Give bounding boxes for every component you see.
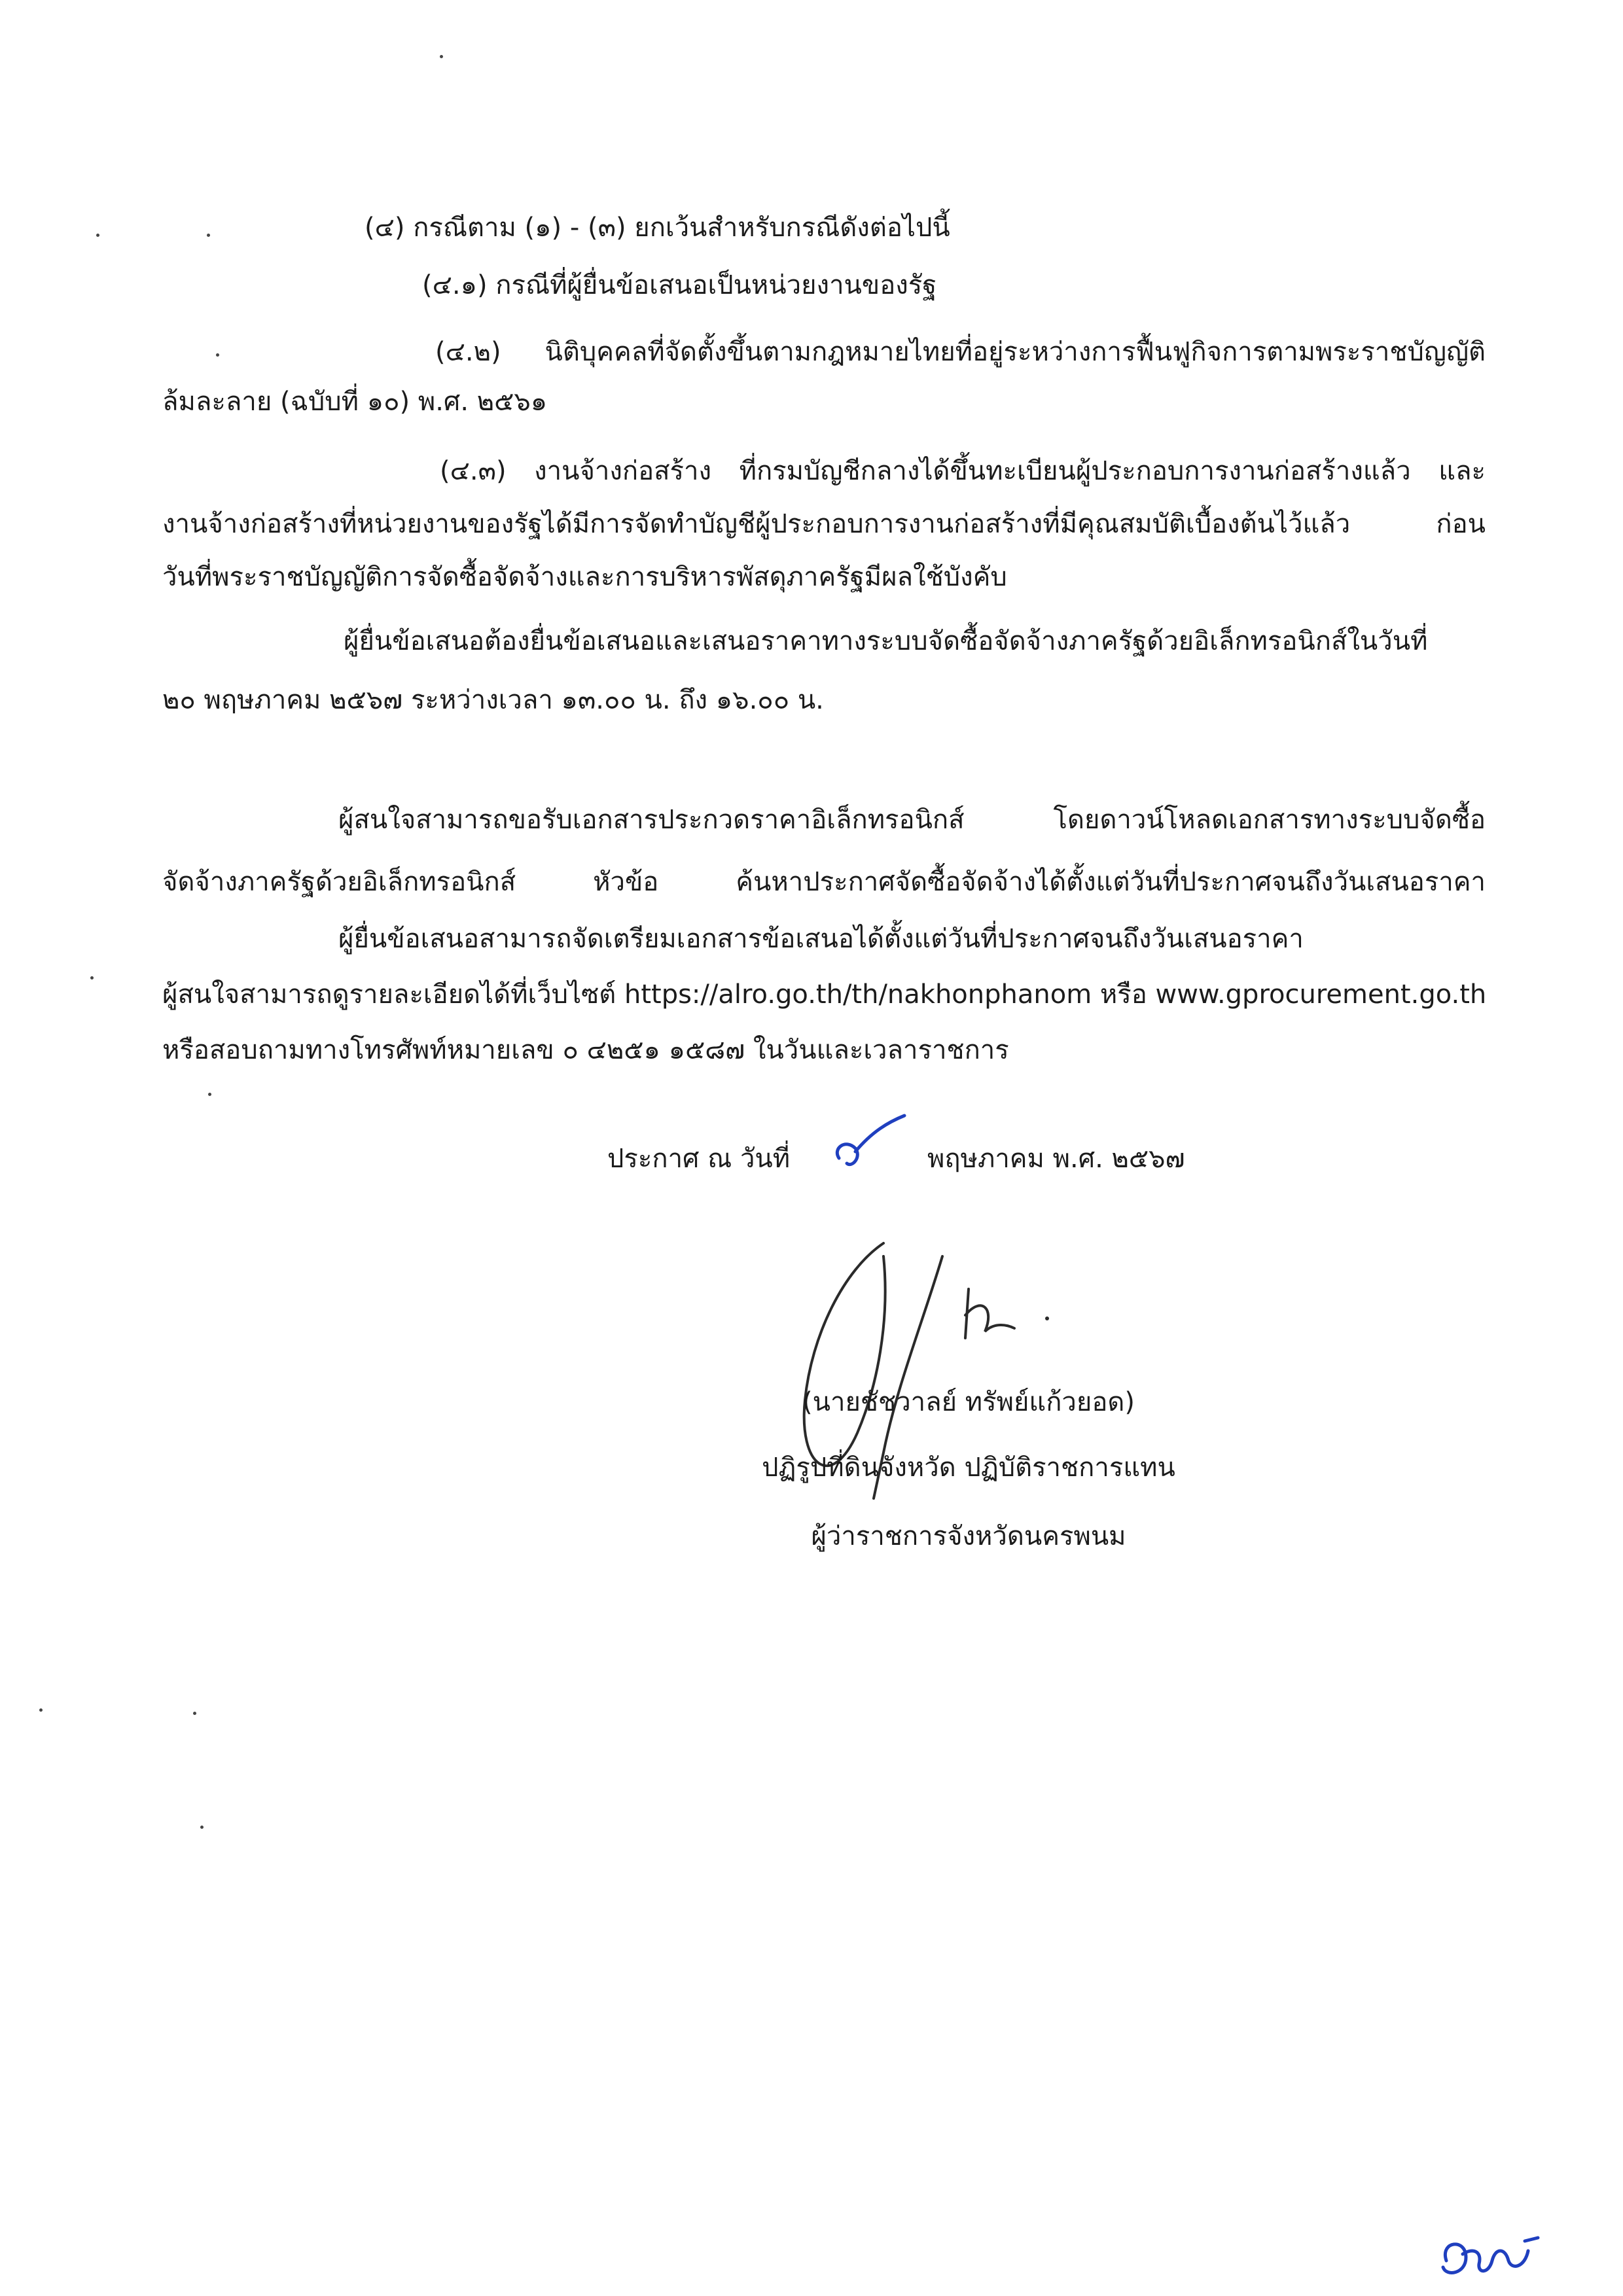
scan-speck [193, 1712, 196, 1715]
submission-line2: ๒๐ พฤษภาคม ๒๕๖๗ ระหว่างเวลา ๑๓.๐๐ น. ถึง ๑๖.๐๐ น. [162, 685, 824, 715]
download-line2: จัดจ้างภาครัฐด้วยอิเล็กทรอนิกส์ หัวข้อ ค้นหาประกาศจัดซื้อจัดจ้างได้ตั้งแต่วันที่ประกาศจนถึงวันเสนอราคา [162, 867, 1486, 897]
download-line3: ผู้ยื่นข้อเสนอสามารถจัดเตรียมเอกสารข้อเสนอได้ตั้งแต่วันที่ประกาศจนถึงวันเสนอราคา [338, 924, 1304, 954]
scan-speck [39, 1708, 43, 1712]
clause-4-3-line3: วันที่พระราชบัญญัติการจัดซื้อจัดจ้างและการบริหารพัสดุภาครัฐมีผลใช้บังคับ [162, 562, 1007, 592]
scan-speck [96, 234, 99, 237]
clause-4-heading: (๔) กรณีตาม (๑) - (๓) ยกเว้นสำหรับกรณีดังต่อไปนี้ [365, 213, 950, 243]
scan-speck [440, 55, 443, 58]
clause-4-3-line1: (๔.๓) งานจ้างก่อสร้าง ที่กรมบัญชีกลางได้ขึ้นทะเบียนผู้ประกอบการงานก่อสร้างแล้ว และ [440, 456, 1486, 486]
handwritten-day [826, 1112, 911, 1180]
scan-speck [207, 234, 210, 237]
announce-suffix: พฤษภาคม พ.ศ. ๒๕๖๗ [927, 1144, 1185, 1174]
download-line5: หรือสอบถามทางโทรศัพท์หมายเลข ๐ ๔๒๕๑ ๑๕๘๗ ในวันและเวลาราชการ [162, 1035, 1009, 1065]
scan-speck [208, 1093, 211, 1096]
clause-4-2-line2: ล้มละลาย (ฉบับที่ ๑๐) พ.ศ. ๒๕๖๑ [162, 387, 548, 417]
clause-4-1: (๔.๑) กรณีที่ผู้ยื่นข้อเสนอเป็นหน่วยงานของรัฐ [422, 270, 937, 300]
signatory-position-1: ปฏิรูปที่ดินจังหวัด ปฏิบัติราชการแทน [762, 1453, 1175, 1483]
announce-prefix: ประกาศ ณ วันที่ [607, 1144, 791, 1174]
clause-4-2-line1: (๔.๒) นิติบุคคลที่จัดตั้งขึ้นตามกฎหมายไทยที่อยู่ระหว่างการฟื้นฟูกิจการตามพระราชบัญญัติ [435, 337, 1486, 367]
handwritten-initials [1427, 2221, 1551, 2296]
clause-4-3-line2: งานจ้างก่อสร้างที่หน่วยงานของรัฐได้มีการจัดทำบัญชีผู้ประกอบการงานก่อสร้างที่มีคุณสมบัติเบื้องต้นไว้แล้ว ก่อน [162, 509, 1486, 539]
download-line1: ผู้สนใจสามารถขอรับเอกสารประกวดราคาอิเล็กทรอนิกส์ โดยดาวน์โหลดเอกสารทางระบบจัดซื้อ [338, 805, 1486, 835]
signatory-position-2: ผู้ว่าราชการจังหวัดนครพนม [811, 1521, 1126, 1551]
download-line4: ผู้สนใจสามารถดูรายละเอียดได้ที่เว็บไซต์ https://alro.go.th/th/nakhonphanom หรือ www.gprocurement.go.th [162, 980, 1487, 1010]
official-signature [733, 1217, 1099, 1547]
scan-speck [216, 353, 219, 357]
submission-line1: ผู้ยื่นข้อเสนอต้องยื่นข้อเสนอและเสนอราคาทางระบบจัดซื้อจัดจ้างภาครัฐด้วยอิเล็กทรอนิกส์ในวันที่ [344, 626, 1428, 656]
scan-speck [90, 976, 94, 980]
scan-speck [200, 1826, 204, 1829]
signatory-name: (นายชัชวาลย์ ทรัพย์แก้วยอด) [802, 1387, 1135, 1417]
